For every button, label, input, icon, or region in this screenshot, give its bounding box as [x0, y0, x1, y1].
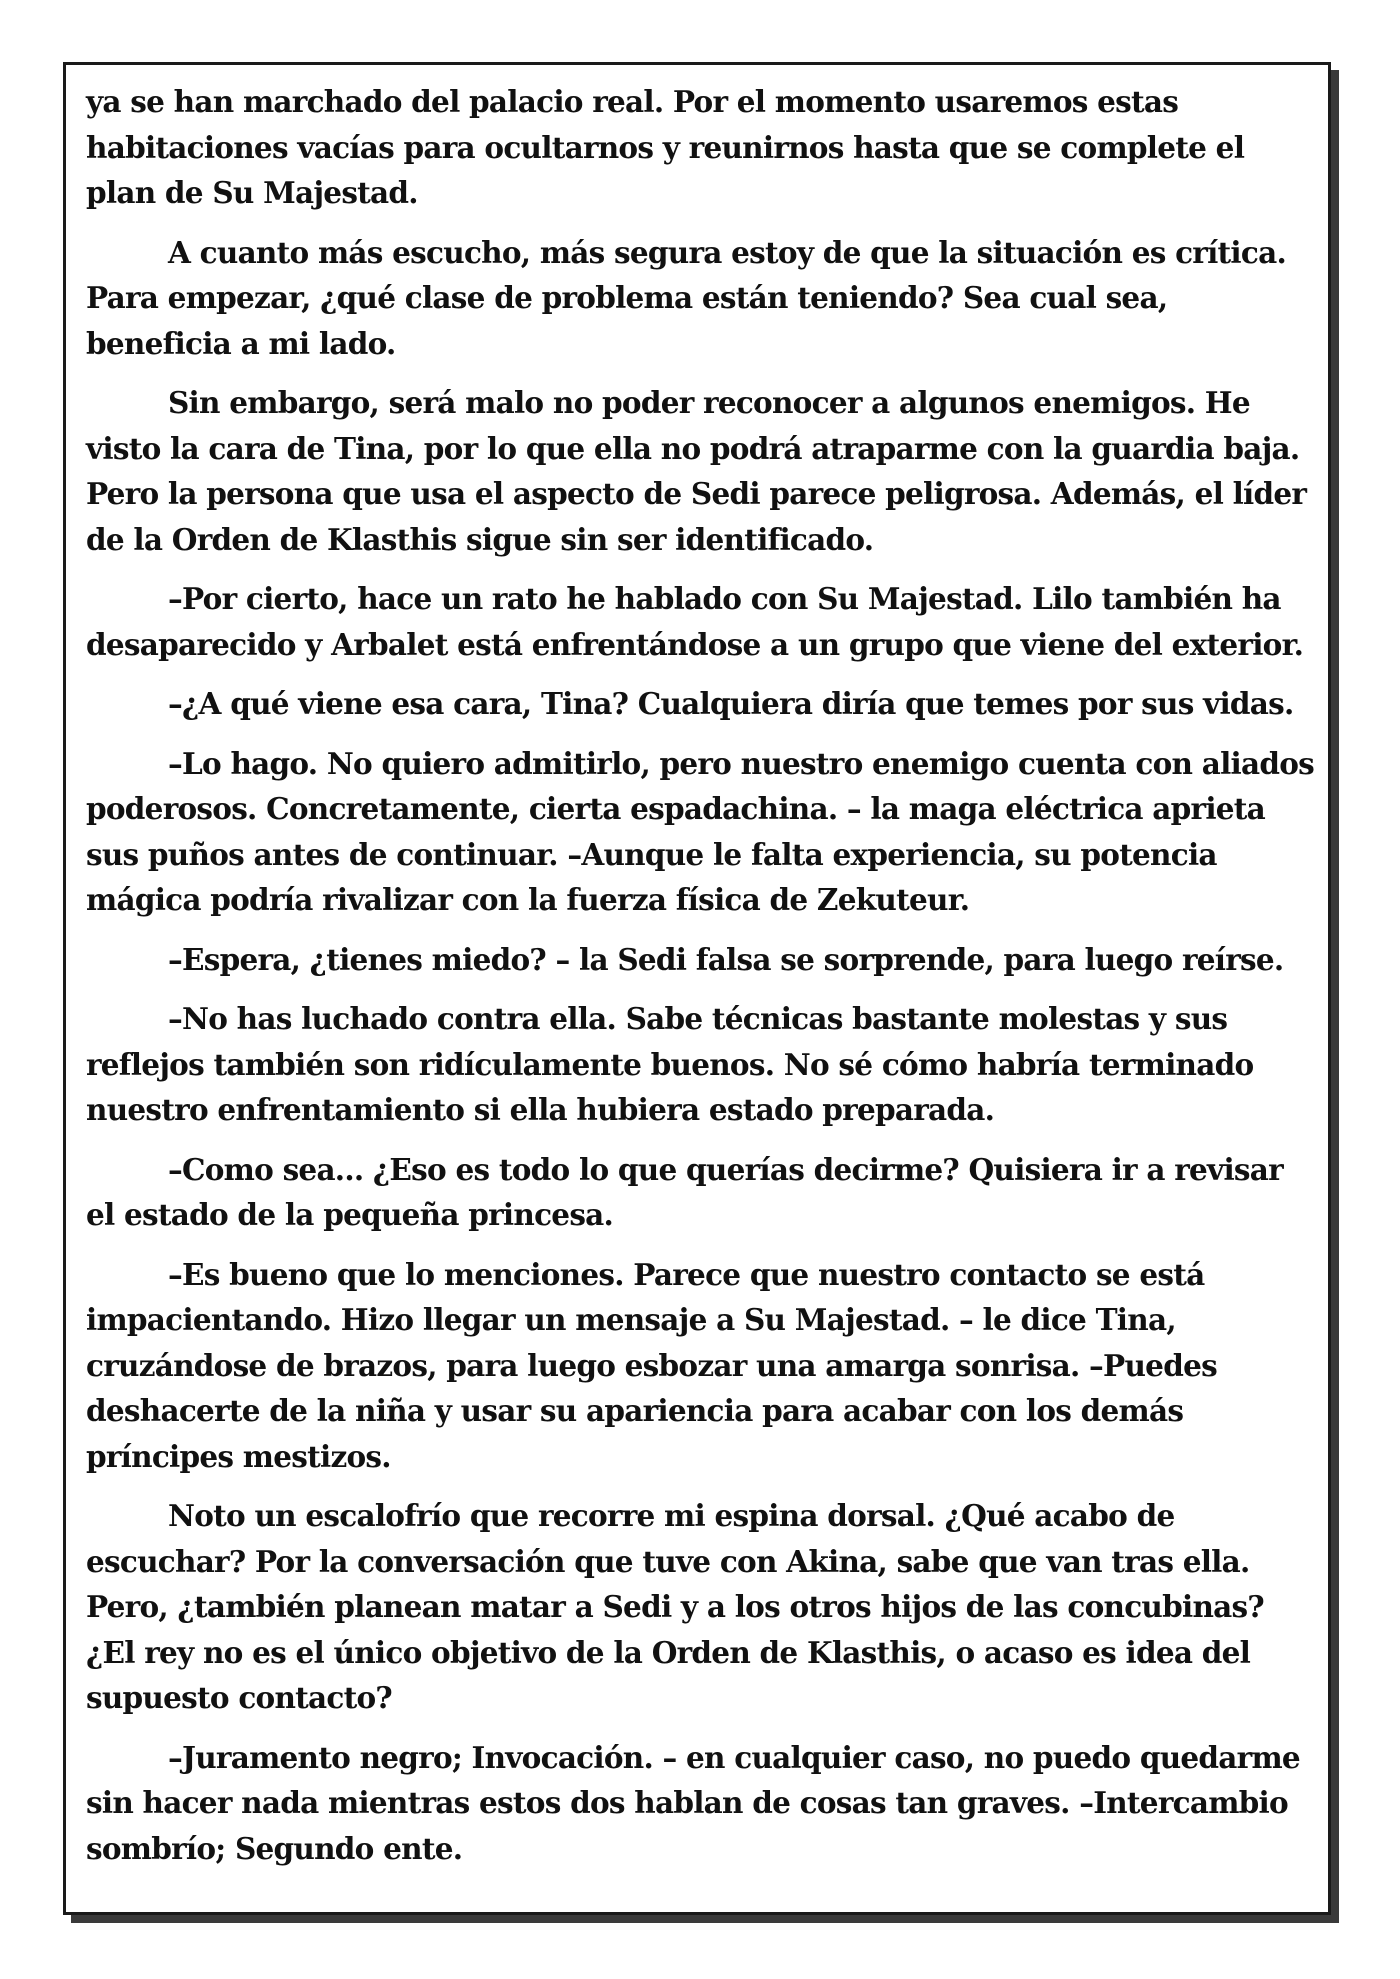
paragraph-4: –Por cierto, hace un rato he hablado con Su Majestad. Lilo también ha desaparecido y Arbalet está enfrentándose a un grupo que viene del exterior.: [86, 581, 1304, 662]
text-body: [86, 79, 1316, 1885]
paragraph-3: Sin embargo, será malo no poder reconocer a algunos enemigos. He visto la cara de Tina, por lo que ella no podrá atraparme con la guardia baja. Pero la persona que usa el aspecto de Sedi parece peligrosa. Además, el líder de la Orden de Klasthis sigue sin ser identificado.: [86, 385, 1307, 557]
paragraph-5: –¿A qué viene esa cara, Tina? Cualquiera diría que temes por sus vidas.: [168, 686, 1294, 721]
paragraph-1: ya se han marchado del palacio real. Por el momento usaremos estas habitaciones vacías para ocultarnos y reunirnos hasta que se complete el plan de Su Majestad.: [86, 84, 1245, 210]
paragraph-11: Noto un escalofrío que recorre mi espina dorsal. ¿Qué acabo de escuchar? Por la conversación que tuve con Akina, sabe que van tras ella. Pero, ¿también planean matar a Sedi y a los otros hijos de las concubinas? ¿El rey no es el único objetivo de la Orden de Klasthis, o acaso es idea del supuesto contacto?: [86, 1498, 1264, 1715]
paragraph-6: –Lo hago. No quiero admitirlo, pero nuestro enemigo cuenta con aliados poderosos. Concretamente, cierta espadachina. – la maga eléctrica aprieta sus puños antes de continuar. –Aunque le falta experiencia, su potencia mágica podría rivalizar con la fuerza física de Zekuteur.: [86, 745, 1315, 917]
paragraph-7: –Espera, ¿tienes miedo? – la Sedi falsa se sorprende, para luego reírse.: [168, 941, 1284, 977]
paragraph-9: –Como sea... ¿Eso es todo lo que querías decirme? Quisiera ir a revisar el estado de la pequeña princesa.: [86, 1151, 1283, 1232]
paragraph-2: A cuanto más escucho, más segura estoy de que la situación es crítica. Para empezar, ¿qué clase de problema están teniendo? Sea cual sea, beneficia a mi lado.: [86, 234, 1286, 361]
paragraph-12: –Juramento negro; Invocación. – en cualquier caso, no puedo quedarme sin hacer nada mientras estos dos hablan de cosas tan graves. –Intercambio sombrío; Segundo ente.: [86, 1739, 1300, 1866]
page-frame: [63, 62, 1331, 1915]
paragraph-8: –No has luchado contra ella. Sabe técnicas bastante molestas y sus reflejos también son ridículamente buenos. No sé cómo habría terminado nuestro enfrentamiento si ella hubiera estado preparada.: [86, 1001, 1254, 1127]
paragraph-10: –Es bueno que lo menciones. Parece que nuestro contacto se está impacientando. Hizo llegar un mensaje a Su Majestad. – le dice Tina, cruzándose de brazos, para luego esbozar una amarga sonrisa. –Puedes deshacerte de la niña y usar su apariencia para acabar con los demás príncipes mestizos.: [86, 1256, 1217, 1474]
